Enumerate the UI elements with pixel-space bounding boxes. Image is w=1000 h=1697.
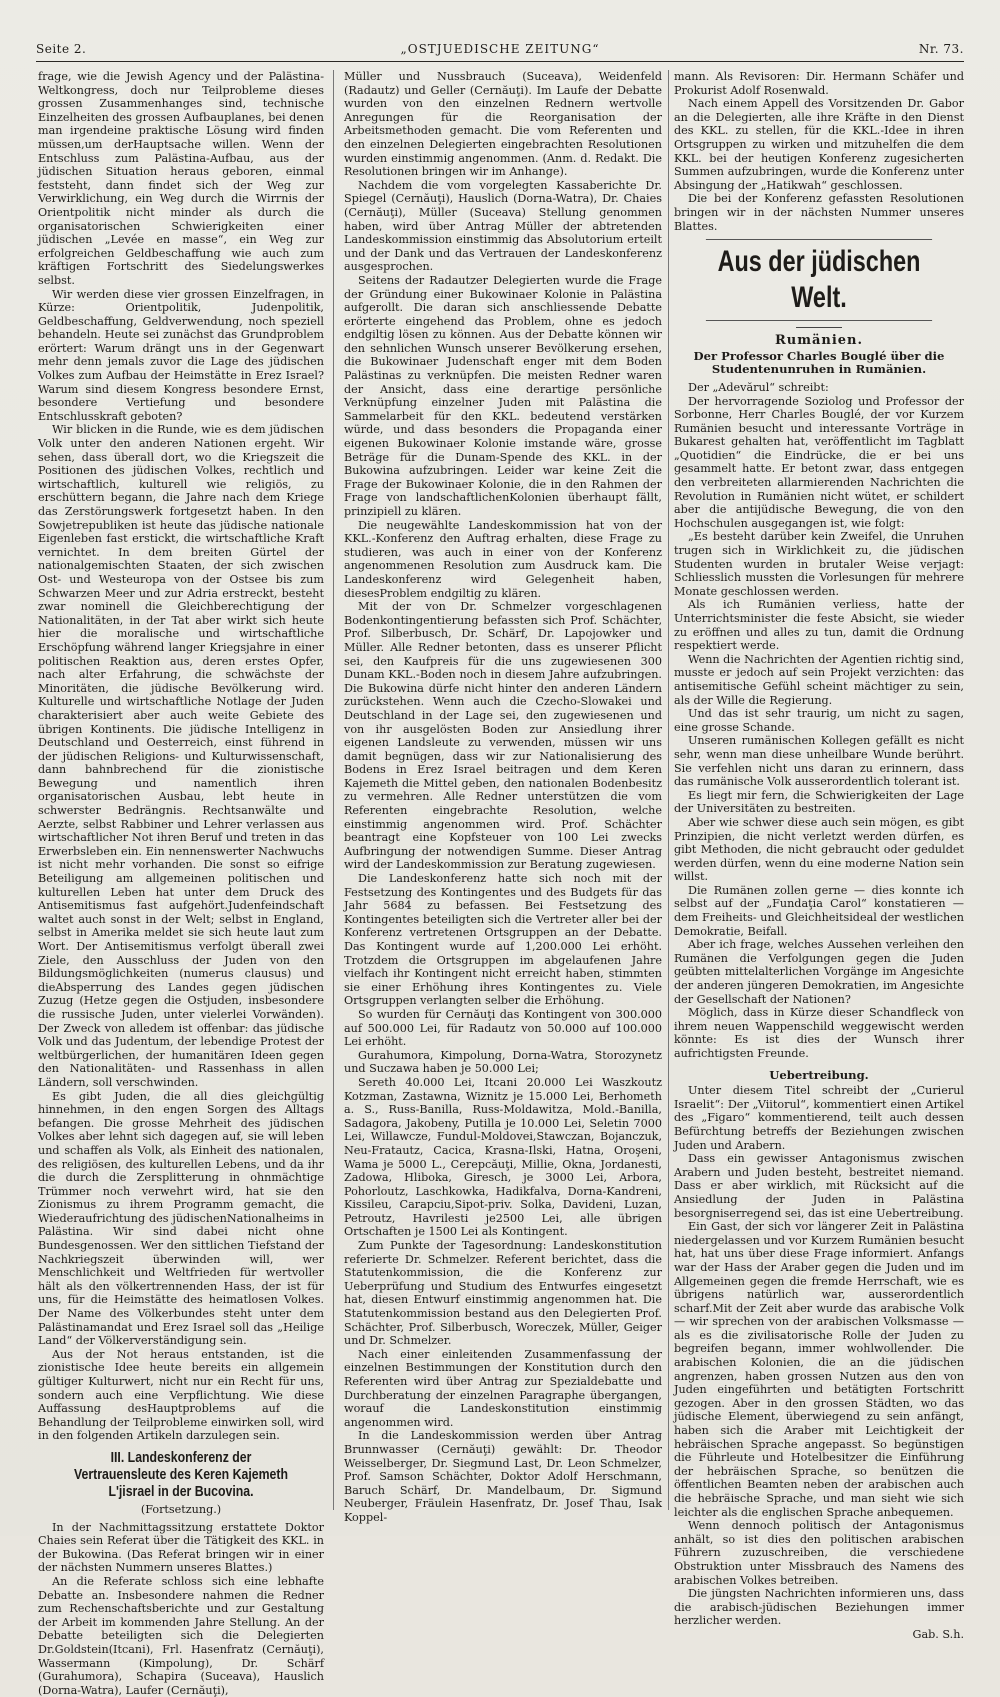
- paragraph: Wir blicken in die Runde, wie es dem jüdischen Volk unter den anderen Nationen ergeht. Wir sehen, dass überall dort, wo die Kriegszeit die Positionen des jüdischen Volkes, rechtlich und wirtschaftlich, kulturell wie religiös, zu erschüttern begann, die Jahre nach dem Kriege das Zerstörungswerk fortgesetzt haben. In den Sowjetrepubliken ist heute das jüdische nationale Eigenleben fast erstickt, die wirtschaftliche Kraft vernichtet. In dem breiten Gürtel der nationalgemischten Staaten, der sich zwischen Ost- und Westeuropa von der Ostsee bis zum Schwarzen Meer und zur Adria erstreckt, besteht zwar nominell die Gleichberechtigung der Nationalitäten, in der Tat aber wirkt sich heute hier die moralische und wirtschaftliche Erschöpfung während langer Kriegsjahre in einer politischen Reaktion aus, deren erstes Opfer, nach alter Erfahrung, die schwächste der Minoritäten, die jüdische Bevölkerung wird. Kulturelle und wirtschaftliche Notlage der Juden charakterisiert aber auch weite Gebiete des übrigen Kontinents. Die jüdische Intelligenz in Deutschland und Oesterreich, einst führend in der jüdischen Religions- und Kulturwissenschaft, dann bahnbrechend für die zionistische Bewegung und namentlich ihren organisatorischen Ausbau, lebt heute in schwerster Bedrängnis. Rechtsanwälte und Aerzte, selbst Rabbiner und Lehrer verlassen aus wirtschaftlicher Not ihren Beruf und treten in das Erwerbsleben ein. Ein nennenswerter Nachwuchs ist nicht mehr vorhanden. Die sonst so eifrige Beteiligung am allgemeinen politischen und kulturellen Leben hat unter dem Druck des Antisemitismus fast aufgehört.Judenfeindschaft waltet auch sonst in der Welt; selbst in England, selbst in Amerika meldet sie sich heute laut zum Wort. Der Antisemitismus verfolgt überall zwei Ziele, den Ausschluss der Juden von den Bildungsmöglichkeiten (numerus clausus) und dieAbsperrung des Landes gegen jüdischen Zuzug (Hetze gegen die Ostjuden, insbesondere die russische Juden, unter vielerlei Vorwänden). Der Zweck von alledem ist offenbar: das jüdische Volk und das Judentum, der lebendige Protest der weltbürgerlichen, der humanitären Ideen gegen den Nationalitäten- und Rassenhass in allen Ländern, soll verschwinden.: [38, 423, 324, 1089]
- column-divider: [333, 70, 334, 1510]
- paragraph: Wenn die Nachrichten der Agentien richtig sind, musste er jedoch auf sein Projekt verzichten: das antisemitische Gefühl scheint mächtiger zu sein, als der Wille die Regierung.: [674, 652, 964, 707]
- paragraph: Ein Gast, der sich vor längerer Zeit in Palästina niedergelassen und vor Kurzem Rumänien besucht hat, hat uns über diese Frage informiert. Anfangs war der Hass der Araber gegen die Juden und im Allgemeinen gegen die fremde Herrschaft, wie es übrigens natürlich war, ausserordentlich scharf.Mit der Zeit aber wurde das arabische Volk — wir sprechen von der arabischen Volksmasse — als es die zivilisatorische Rolle der Juden zu begreifen begann, immer wohlwollender. Die arabischen Kolonien, die an die jüdischen angrenzen, haben grossen Nutzen aus den von Juden eingeführten und betätigten Fortschritt gezogen. Aber in den grossen Städten, wo das jüdische Element, überwiegend zu sein anfängt, haben sich die Araber mit Leichtigkeit der hebräischen Sprache angepasst. So begünstigen die Führleute und Hotelbesitzer die Einführung der hebräischen Sprache, so benützen die öffentlichen Beamten neben der arabischen auch die hebräische Sprache, und man sieht wie sich leichter als die englischen Sprache anbequemen.: [674, 1220, 964, 1519]
- column-divider: [668, 70, 669, 1510]
- paragraph: Die jüngsten Nachrichten informieren uns, dass die arabisch-jüdischen Beziehungen immer herzlicher werden.: [674, 1587, 964, 1628]
- paragraph: In der Nachmittagssitzung erstattete Doktor Chaies sein Referat über die Tätigkeit des KKL. in der Bukowina. (Das Referat bringen wir in einer der nächsten Nummern unseres Blattes.): [38, 1520, 324, 1575]
- paragraph: An die Referate schloss sich eine lebhafte Debatte an. Insbesondere nahmen die Redner zum Rechenschaftsberichte und zur Gestaltung der Arbeit im kommenden Jahre Stellung. An der Debatte beteiligten sich die Delegierten Dr.Goldstein(Itcani), Frl. Hasenfratz (Cernăuţi), Wassermann (Kimpolung), Dr. Schärf (Gurahumora), Schapira (Suceava), Hauslich (Dorna-Watra), Laufer (Cernăuţi),: [38, 1574, 324, 1697]
- section-title: III. Landeskonferenz der Vertrauensleute des Keren Kajemeth L'jisrael in der Bucovina.: [74, 1448, 288, 1500]
- article-subheading: Uebertreibung.: [769, 1067, 869, 1082]
- author-signature: Gab. S.h.: [912, 1627, 964, 1641]
- paragraph: Unseren rumänischen Kollegen gefällt es nicht sehr, wenn man diese unheilbare Wunde berührt. Sie verfehlen nicht uns daran zu erinnern, dass das rumänische Volk ausserordentlich tolerant ist.: [674, 734, 964, 789]
- page-number: Seite 2.: [36, 42, 87, 56]
- paragraph: Nach einem Appell des Vorsitzenden Dr. Gabor an die Delegierten, alle ihre Kräfte in den Dienst des KKL. zu stellen, für die KKL.-Idee in ihren Ortsgruppen zu wirken und mitzuhelfen die dem KKL. bei der heutigen Konferenz zugesicherten Summen aufzubringen, wurde die Konferenz unter Absingung der „Hatikwah“ geschlossen.: [674, 97, 964, 192]
- column-3: [674, 70, 964, 1641]
- paragraph: Möglich, dass in Kürze dieser Schandfleck von ihrem neuen Wappenschild weggewischt werden könnte: Es ist dies der Wunsch ihrer aufrichtigsten Freunde.: [674, 1006, 964, 1060]
- paragraph: Aber wie schwer diese auch sein mögen, es gibt Prinzipien, die nicht verletzt werden dürfen, es gibt Methoden, die nicht gebraucht oder geduldet werden dürfen, wenn du eine moderne Nation sein willst.: [674, 815, 964, 884]
- continuation-note: (Fortsetzung.): [140, 1502, 222, 1516]
- paragraph: Der „Adevărul“ schreibt:: [688, 380, 829, 394]
- paragraph: Die Landeskonferenz hatte sich noch mit der Festsetzung des Kontingentes und des Budgets für das Jahr 5684 zu befassen. Bei Festsetzung des Kontingentes beteiligten sich die Vertreter aller bei der Konferenz vertretenen Ortsgruppen an der Debatte. Das Kontingent wurde auf 1,200.000 Lei erhöht. Trotzdem die Ortsgruppen im abgelaufenen Jahre vielfach ihr Kontingent nicht erreicht haben, stimmten sie einer Erhöhung ihres Kontingentes zu. Viele Ortsgruppen verlangten selber die Erhöhung.: [344, 872, 662, 1008]
- header-rule: [36, 61, 964, 62]
- paragraph: Wenn dennoch politisch der Antagonismus anhält, so ist dies den politischen arabischen Führern zuzuschreiben, die verschiedene Obstruktion unter Missbrauch des Namens des arabischen Volkes betreiben.: [674, 1519, 964, 1587]
- paragraph: In die Landeskommission werden über Antrag Brunnwasser (Cernăuţi) gewählt: Dr. Theodor Weisselberger, Dr. Siegmund Last, Dr. Leon Schmelzer, Prof. Samson Schächter, Doktor Adolf Herschmann, Baruch Schärf, Dr. Mandelbaum, Dr. Sigmund Neuberger, Fräulein Hasenfratz, Dr. Josef Thau, Isak Koppel-: [344, 1429, 662, 1524]
- paragraph: Zum Punkte der Tagesordnung: Landeskonstitution referierte Dr. Schmelzer. Referent berichtet, dass die Statutenkommission, die die Konferenz zur Ueberprüfung und Studium des Entwurfes eingesetzt hat, diesen Entwurf einstimmig angenommen hat. Die Statutenkommission bestand aus den Delegierten Prof. Schächter, Prof. Silberbusch, Woreczek, Müller, Geiger und Dr. Schmelzer.: [344, 1239, 662, 1348]
- article-title: Der Professor Charles Bouglé über die Studentenunruhen in Rumänien.: [693, 348, 945, 377]
- paragraph: mann. Als Revisoren: Dir. Hermann Schäfer und Prokurist Adolf Rosenwald.: [674, 70, 964, 97]
- newspaper-title: „OSTJUEDISCHE ZEITUNG“: [400, 42, 600, 56]
- country-heading: Rumänien.: [774, 333, 864, 349]
- paragraph: Der hervorragende Soziolog und Professor der Sorbonne, Herr Charles Bouglé, der vor Kurzem Rumänien besucht und interessante Vorträge in Bukarest gehalten hat, veröffentlicht im Tagblatt „Quotidien“ die Eindrücke, die er bei uns gesammelt hatte. Er betont zwar, dass entgegen den verbreiteten allarmierenden Nachrichten die Revolution in Rumänien nicht wütet, er schildert aber die antijüdische Bewegung, die von den Hochschulen ausgegangen ist, wie folgt:: [674, 394, 964, 530]
- paragraph: Aus der Not heraus entstanden, ist die zionistische Idee heute bereits ein allgemein gültiger Kulturwert, nicht nur ein Recht für uns, sondern auch eine Verpflichtung. Wie diese Auffassung desHauptproblems auf die Behandlung der Teilprobleme einwirken soll, wird in den folgenden Artikeln darzulegen sein.: [38, 1347, 324, 1443]
- paragraph: Müller und Nussbrauch (Suceava), Weidenfeld (Radautz) und Geller (Cernăuţi). Im Laufe der Debatte wurden von den einzelnen Rednern wertvolle Anregungen für die Reorganisation der Arbeitsmethoden gemacht. Die vom Referenten und den einzelnen Delegierten eingebrachten Resolutionen wurden einstimmig angenommen. (Anm. d. Redakt. Die Resolutionen bringen wir im Anhange).: [344, 70, 662, 179]
- paragraph: Dass ein gewisser Antagonismus zwischen Arabern und Juden besteht, bestreitet niemand. Dass er aber wirklich, mit Rücksicht auf die Ansiedlung der Juden in Palästina besorgniserregend sei, das ist eine Uebertreibung.: [674, 1152, 964, 1220]
- issue-number: Nr. 73.: [918, 42, 964, 56]
- paragraph: Gurahumora, Kimpolung, Dorna-Watra, Storozynetz und Suczawa haben je 50.000 Lei;: [344, 1048, 662, 1076]
- paragraph: Es liegt mir fern, die Schwierigkeiten der Lage der Universitäten zu bestreiten.: [674, 788, 964, 816]
- paragraph: Wir werden diese vier grossen Einzelfragen, in Kürze: Orientpolitik, Judenpolitik, Geldbeschaffung, Geldverwendung, noch speziell behandeln. Heute sei zunächst das Grundproblem erörtert: Warum drängt uns in der Gegenwart mehr denn jemals zuvor die Lage des jüdischen Volkes zum Aufbau der Heimstätte in Erez Israel? Warum sind diesem Kongress besondere Ernst, besondere Vertiefung und besondere Entschlusskraft geboten?: [38, 287, 324, 423]
- column-2: [344, 70, 662, 1524]
- section-heading: Aus der jüdischen Welt.: [706, 239, 932, 321]
- paragraph: Sereth 40.000 Lei, Itcani 20.000 Lei Waszkoutz Kotzman, Zastawna, Wiznitz je 15.000 Lei, Berhometh a. S., Russ-Banilla, Russ-Moldawitza, Mold.-Banilla, Sadagora, Jakobeny, Putilla je 10.000 Lei, Seletin 7000 Lei, Willawcze, Fundul-Moldovei,Stawczan, Bojanczuk, Neu-Fratautz, Cacica, Krasna-Ilski, Hatna, Oroşeni, Wama je 5000 L., Cerepcăuţi, Millie, Okna, Jordanesti, Zadowa, Hliboka, Giresch, je 3000 Lei, Arbora, Pohorloutz, Laschkowka, Hadikfalva, Dorna-Kandreni, Kissileu, Carapciu,Sipot-priv. Solka, Davideni, Luzan, Petroutz, Havrilesti je2500 Lei, alle übrigen Ortschaften je 1500 Lei als Kontingent.: [344, 1075, 662, 1239]
- page-header: [36, 38, 964, 62]
- paragraph: Es gibt Juden, die all dies gleichgültig hinnehmen, in den engen Sorgen des Alltags befangen. Die grosse Mehrheit des jüdischen Volkes aber lehnt sich dagegen auf, sie will leben und schaffen als Volk, als Einheit des nationalen, des religiösen, des kulturellen Lebens, und da ihr die durch die Zersplitterung in ohnmächtige Trümmer noch verwehrt wird, hat sie den Zionismus zu ihrem Programm gemacht, die Wiederaufrichtung des jüdischenNationalheims in Palästina. Wir sind dabei nicht ohne Bundesgenossen. Wer den sittlichen Tiefstand der Nachkriegszeit überwinden will, wer Menschlichkeit und Weltfrieden für wertvoller hält als den völkertrennenden Hass, der ist für uns, für die Heimstätte des heimatlosen Volkes. Der Name des Völkerbundes steht unter dem Palästinamandat und Erez Israel soll das „Heilige Land“ der Völkerverständigung sein.: [38, 1089, 324, 1348]
- paragraph: Nach einer einleitenden Zusammenfassung der einzelnen Bestimmungen der Konstitution durch den Referenten wird über Antrag zur Spezialdebatte und Durchberatung der einzelnen Paragraphe übergangen, worauf die Landeskonstitution einstimmig angenommen wird.: [344, 1347, 662, 1429]
- paragraph: Die neugewählte Landeskommission hat von der KKL.-Konferenz den Auftrag erhalten, diese Frage zu studieren, was auch in einer von der Konferenz angenommenen Resolution zum Ausdruck kam. Die Landeskonferenz wird Gelegenheit haben, diesesProblem endgiltig zu klären.: [344, 518, 662, 600]
- paragraph: Mit der von Dr. Schmelzer vorgeschlagenen Bodenkontingentierung befassten sich Prof. Schächter, Prof. Silberbusch, Dr. Schärf, Dr. Lapojowker und Müller. Alle Redner betonten, dass es unserer Pflicht sei, den Kaufpreis für die uns zugewiesenen 300 Dunam KKL.-Boden noch in diesem Jahre aufzubringen. Die Bukowina dürfe nicht hinter den anderen Ländern zurückstehen. Wenn auch die Czecho-Slowakei und Deutschland in der Lage sei, den zugewiesenen und von ihr ausgelösten Boden zur Ansiedlung ihrer eigenen Landsleute zu verwenden, müssen wir uns damit begnügen, dass wir zur Nationalisierung des Bodens in Erez Israel beitragen und dem Keren Kajemeth die Mittel geben, den nationalen Bodenbesitz zu vermehren. Alle Redner unterstützen die vom Referenten eingebrachte Resolution, welche einstimmig angenommen wird. Prof. Schächter beantragt eine Kopfsteuer von 100 Lei zwecks Aufbringung der notwendigen Summe. Dieser Antrag wird der Landeskommission zur Beratung zugewiesen.: [344, 600, 662, 872]
- paragraph: Und das ist sehr traurig, um nicht zu sagen, eine grosse Schande.: [674, 707, 964, 734]
- paragraph: „Es besteht darüber kein Zweifel, die Unruhen trugen sich in Wirklichkeit zu, die jüdischen Studenten wurden in brutaler Weise verjagt: Schliesslich mussten die Vorlesungen für mehrere Monate geschlossen werden.: [674, 530, 964, 598]
- paragraph: Nachdem die vom vorgelegten Kassaberichte Dr. Spiegel (Cernăuţi), Hauslich (Dorna-Watra), Dr. Chaies (Cernăuţi), Müller (Suceava) Stellung genommen haben, wird über Antrag Müller der abtretenden Landeskommission einstimmig das Absolutorium erteilt und der Dank und das Vertrauen der Landeskonferenz ausgesprochen.: [344, 178, 662, 274]
- paragraph: Die Rumänen zollen gerne — dies konnte ich selbst auf der „Fundaţia Carol“ konstatieren — dem Freiheits- und Gleichheitsideal der westlichen Demokratie, Beifall.: [674, 883, 964, 938]
- paragraph: Seitens der Radautzer Delegierten wurde die Frage der Gründung einer Bukowinaer Kolonie in Palästina aufgerollt. Die daran sich anschliessende Debatte erörterte eingehend das Problem, ohne es jedoch endgiltig lösen zu können. Aus der Debatte können wir den sehnlichen Wunsch unserer Bevölkerung ersehen, die Bukowinaer Judenschaft enger mit dem Boden Palästinas zu verknüpfen. Die meisten Redner waren der Ansicht, dass eine derartige persönliche Verknüpfung einzelner Juden mit Palästina die Sammelarbeit für den KKL. bedeutend verstärken würde, und dass besonders die Propaganda einer eigenen Bukowinaer Kolonie imstande wäre, grosse Beträge für die Dunam-Spende des KKL. in der Bukowina aufzubringen. Leider war keine Zeit die Frage der Bukowinaer Kolonie, die in den Rahmen der Frage von landschaftlichenKolonien überhaupt fällt, prinzipiell zu klären.: [344, 273, 662, 518]
- paragraph: Unter diesem Titel schreibt der „Curierul Israelit“: Der „Viitorul“, kommentiert einen Artikel des „Figaro“ kommentierend, teilt auch dessen Befürchtung betreffs der Beziehungen zwischen Juden und Arabern.: [674, 1084, 964, 1152]
- divider: [796, 327, 842, 328]
- paragraph: Als ich Rumänien verliess, hatte der Unterrichtsminister die feste Absicht, sie wieder zu eröffnen und alles zu tun, damit die Ordnung respektiert werde.: [674, 598, 964, 653]
- column-1: [38, 70, 324, 1697]
- paragraph: Aber ich frage, welches Aussehen verleihen den Rumänen die Verfolgungen gegen die Juden geübten mittelalterlichen Vorgänge im Angesichte der anderen jüngeren Demokratien, im Angesichte der Gesellschaft der Nationen?: [674, 938, 964, 1006]
- paragraph: Die bei der Konferenz gefassten Resolutionen bringen wir in der nächsten Nummer unseres Blattes.: [674, 192, 964, 233]
- paragraph: frage, wie die Jewish Agency und der Palästina-Weltkongress, doch nur Teilprobleme dieses grossen Zusammenhanges sind, technische Einzelheiten des grossen Aufbauplanes, bei denen man irgendeine praktische Lösung wird finden müssen,um derHauptsache willen. Wenn der Entschluss zum Palästina-Aufbau, aus der jüdischen Situation heraus geboren, einmal feststeht, dann findet sich der Weg zur Verwirklichung, ein Weg durch die Wirrnis der Orientpolitik nicht minder als durch die organisatorischen Schwierigkeiten einer jüdischen „Levée en masse“, ein Weg zur erfolgreichen Geldbeschaffung wie auch zum kräftigen Fortschritt des Siedelungswerkes selbst.: [38, 70, 324, 287]
- paragraph: So wurden für Cernăuţi das Kontingent von 300.000 auf 500.000 Lei, für Radautz von 50.000 auf 100.000 Lei erhöht.: [344, 1007, 662, 1049]
